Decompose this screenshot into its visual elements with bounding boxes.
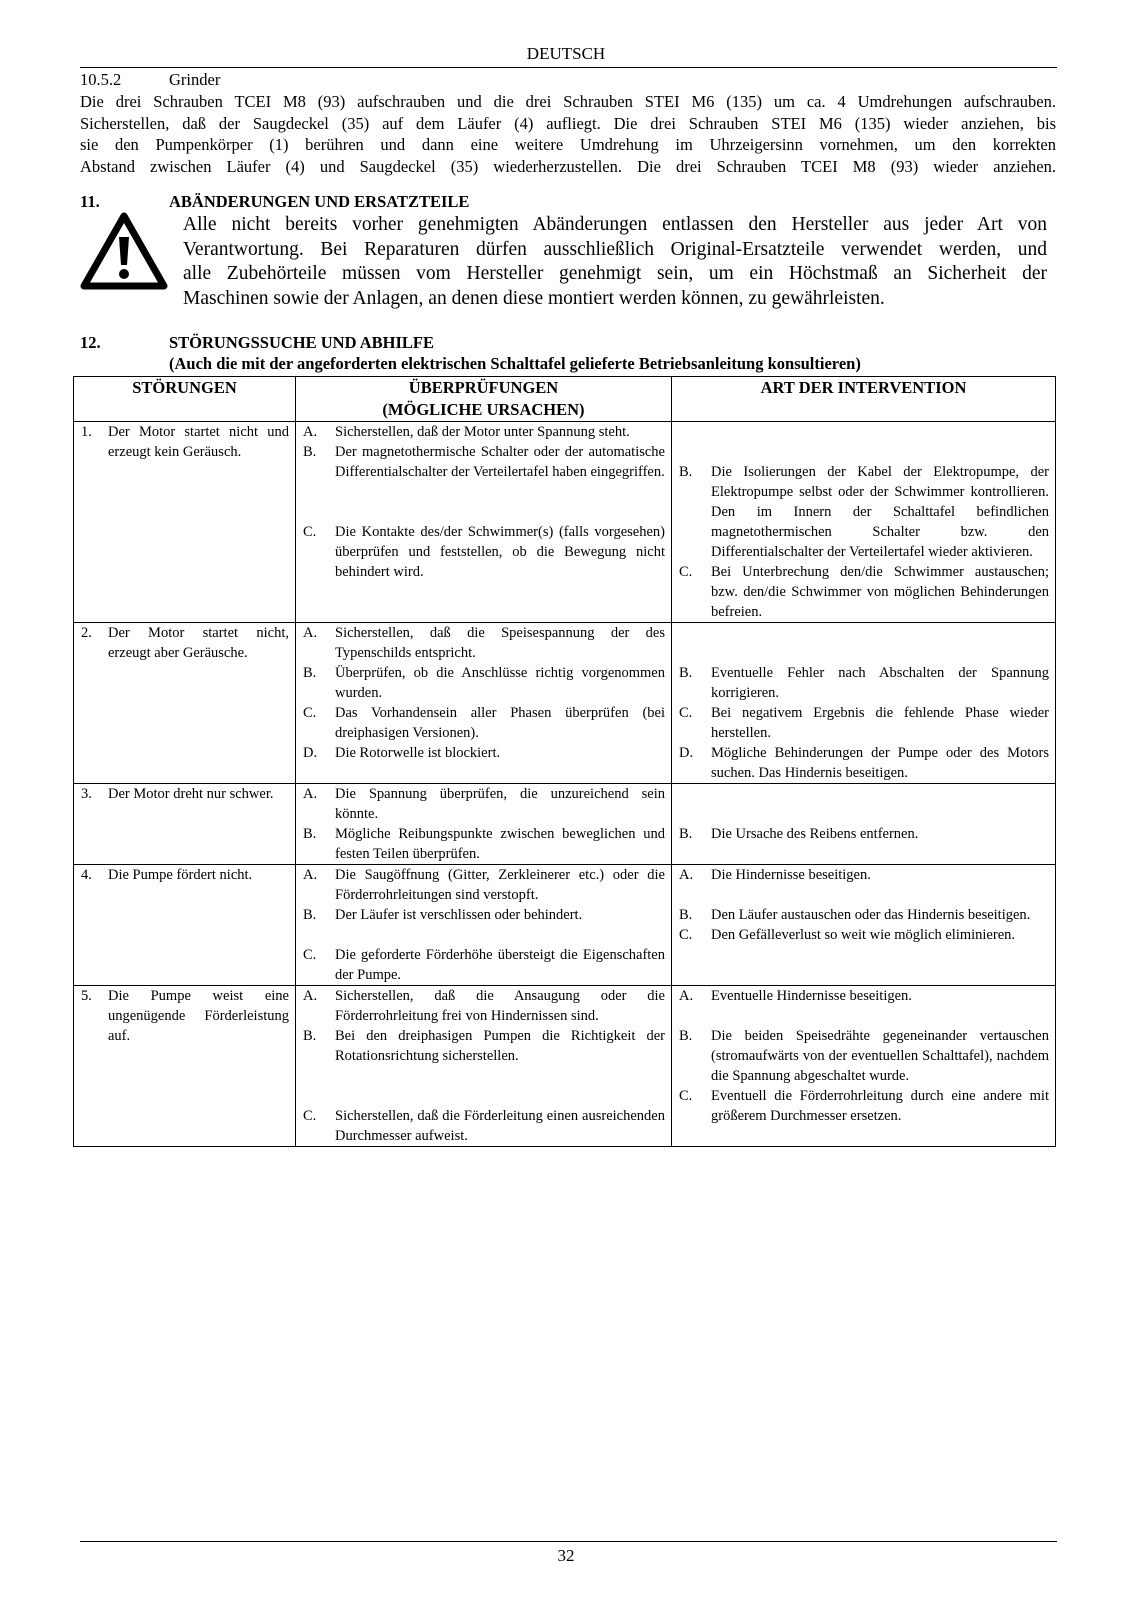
item-text: Die Isolierungen der Kabel der Elektropumpe, der Elektropumpe selbst oder der Schwimmer kontrollieren. Den im Innern der Schalttafel befindlichen magnetothermischen Schalter bzw. den Differentialschalter der Verteilertafel wieder aktivieren. <box>711 464 1049 560</box>
item-letter: A. <box>303 424 318 440</box>
fault-text: Der Motor dreht nur schwer. <box>108 786 274 802</box>
item-letter: B. <box>303 826 317 842</box>
header-rule <box>80 67 1057 68</box>
item-letter: A. <box>303 786 318 802</box>
item-letter: C. <box>303 1108 317 1124</box>
item-text: Die Rotorwelle ist blockiert. <box>335 745 501 761</box>
footer-rule <box>80 1541 1057 1542</box>
column-header-label: (MÖGLICHE URSACHEN) <box>382 400 585 419</box>
item-letter: C. <box>679 927 693 943</box>
intervention-cell <box>672 865 1056 986</box>
item-text: Mögliche Behinderungen der Pumpe oder des Motors suchen. Das Hindernis beseitigen. <box>711 745 1049 781</box>
section-12-subtitle: (Auch die mit der angeforderten elektrischen Schalttafel gelieferte Betriebsanleitung konsultieren) <box>169 354 861 373</box>
intervention-cell <box>672 422 1056 623</box>
item-text: Bei Unterbrechung den/die Schwimmer austauschen; bzw. den/die Schwimmer von möglichen Behinderungen befreien. <box>711 564 1049 620</box>
warning-line: alle Zubehörteile müssen vom Hersteller genehmigt sein, um ein Höchstmaß an Sicherheit der <box>183 263 1047 284</box>
item-letter: B. <box>679 1028 693 1044</box>
table-row <box>74 986 1056 1147</box>
item-text: Eventuelle Hindernisse beseitigen. <box>711 988 912 1004</box>
troubleshooting-table <box>73 376 1056 1147</box>
item-letter: B. <box>679 826 693 842</box>
warning-icon <box>80 212 168 292</box>
item-text: Die Kontakte des/der Schwimmer(s) (falls vorgesehen) überprüfen und feststellen, ob die Bewegung nicht behindert wird. <box>335 524 665 580</box>
column-header-label: ART DER INTERVENTION <box>760 378 967 397</box>
item-letter: D. <box>679 745 694 761</box>
item-text: Mögliche Reibungspunkte zwischen beweglichen und festen Teilen überprüfen. <box>335 826 665 862</box>
fault-text: Die Pumpe weist eine ungenügende Förderleistung auf. <box>108 988 289 1044</box>
check-cell <box>296 422 672 623</box>
fault-cell <box>74 422 296 623</box>
column-header-label: STÖRUNGEN <box>132 378 237 397</box>
item-text: Bei negativem Ergebnis die fehlende Phase wieder herstellen. <box>711 705 1049 741</box>
item-letter: A. <box>303 625 318 641</box>
item-text: Eventuell die Förderrohrleitung durch eine andere mit größerem Durchmesser ersetzen. <box>711 1088 1049 1124</box>
subsection-title: Grinder <box>169 70 221 89</box>
item-text: Die Ursache des Reibens entfernen. <box>711 826 919 842</box>
item-letter: B. <box>679 464 693 480</box>
item-letter: D. <box>303 745 318 761</box>
page-header: DEUTSCH <box>526 44 606 63</box>
item-letter: B. <box>679 907 693 923</box>
item-text: Die geforderte Förderhöhe übersteigt die Eigenschaften der Pumpe. <box>335 947 665 983</box>
item-text: Die Spannung überprüfen, die unzureichend sein könnte. <box>335 786 665 822</box>
fault-number: 3. <box>81 786 92 802</box>
item-text: Sicherstellen, daß die Förderleitung einen ausreichenden Durchmesser aufweist. <box>335 1108 665 1144</box>
table-row <box>74 623 1056 784</box>
fault-text: Die Pumpe fördert nicht. <box>108 867 253 883</box>
section-11-number: 11. <box>80 192 100 211</box>
intervention-cell <box>672 784 1056 865</box>
item-text: Sicherstellen, daß die Speisespannung der des Typenschilds entspricht. <box>335 625 665 661</box>
table-row <box>74 865 1056 986</box>
item-letter: C. <box>679 1088 693 1104</box>
intervention-cell <box>672 986 1056 1147</box>
item-text: Den Läufer austauschen oder das Hindernis beseitigen. <box>711 907 1031 923</box>
section-12-title: STÖRUNGSSUCHE UND ABHILFE <box>169 333 434 352</box>
item-letter: B. <box>303 444 317 460</box>
item-letter: A. <box>679 988 694 1004</box>
item-letter: A. <box>303 867 318 883</box>
fault-cell <box>74 784 296 865</box>
item-text: Der magnetothermische Schalter oder der automatische Differentialschalter der Verteilertafel haben eingegriffen. <box>335 444 665 480</box>
item-text: Die Saugöffnung (Gitter, Zerkleinerer etc.) oder die Förderrohrleitungen sind verstopft. <box>335 867 665 903</box>
warning-text <box>183 213 1047 311</box>
item-text: Bei den dreiphasigen Pumpen die Richtigkeit der Rotationsrichtung sicherstellen. <box>335 1028 665 1064</box>
item-letter: A. <box>679 867 694 883</box>
intervention-cell <box>672 623 1056 784</box>
fault-number: 1. <box>81 424 92 440</box>
paragraph-line: Abstand zwischen Läufer (4) und Saugdeckel (35) wiederherzustellen. Die drei Schrauben TCEI M8 (93) wieder anziehen. <box>80 156 1056 176</box>
fault-number: 2. <box>81 625 92 641</box>
check-cell <box>296 784 672 865</box>
item-letter: B. <box>303 907 317 923</box>
fault-text: Der Motor startet nicht, erzeugt aber Geräusche. <box>108 625 289 661</box>
item-text: Eventuelle Fehler nach Abschalten der Spannung korrigieren. <box>711 665 1049 701</box>
fault-cell <box>74 986 296 1147</box>
check-cell <box>296 623 672 784</box>
warning-line: Alle nicht bereits vorher genehmigten Abänderungen entlassen den Hersteller aus jeder Art von <box>183 214 1047 235</box>
item-text: Das Vorhandensein aller Phasen überprüfen (bei dreiphasigen Versionen). <box>335 705 665 741</box>
subsection-number: 10.5.2 <box>80 70 122 89</box>
item-text: Den Gefälleverlust so weit wie möglich eliminieren. <box>711 927 1016 943</box>
item-letter: C. <box>303 705 317 721</box>
item-text: Die Hindernisse beseitigen. <box>711 867 871 883</box>
fault-text: Der Motor startet nicht und erzeugt kein Geräusch. <box>108 424 289 460</box>
warning-line: Verantwortung. Bei Reparaturen dürfen ausschließlich Original-Ersatzteile verwendet werden, und <box>183 238 1047 260</box>
item-text: Sicherstellen, daß der Motor unter Spannung steht. <box>335 424 630 440</box>
column-header-faults <box>74 377 296 422</box>
item-text: Der Läufer ist verschlissen oder behindert. <box>335 907 583 923</box>
item-letter: B. <box>303 1028 317 1044</box>
item-letter: C. <box>303 947 317 963</box>
item-text: Sicherstellen, daß die Ansaugung oder die Förderrohrleitung frei von Hindernissen sind. <box>335 988 665 1024</box>
section-12-number: 12. <box>80 333 101 352</box>
fault-number: 4. <box>81 867 92 883</box>
warning-line: Maschinen sowie der Anlagen, an denen diese montiert werden können, zu gewährleisten. <box>183 287 885 309</box>
column-header-intervention <box>672 377 1056 422</box>
table-header-row <box>74 377 1056 422</box>
check-cell <box>296 865 672 986</box>
page-number: 32 <box>557 1546 575 1565</box>
fault-cell <box>74 623 296 784</box>
grinder-paragraph <box>80 91 1056 177</box>
column-header-checks <box>296 377 672 422</box>
item-letter: C. <box>679 705 693 721</box>
check-cell <box>296 986 672 1147</box>
item-letter: B. <box>679 665 693 681</box>
paragraph-line: Die drei Schrauben TCEI M8 (93) aufschrauben und die drei Schrauben STEI M6 (135) um ca. 4 Umdrehungen aufschrauben. <box>80 92 1056 111</box>
column-header-label: ÜBERPRÜFUNGEN <box>408 378 559 397</box>
fault-number: 5. <box>81 988 92 1004</box>
paragraph-line: Sicherstellen, daß der Saugdeckel (35) auf dem Läufer (4) aufliegt. Die drei Schrauben STEI M6 (135) wieder anziehen, bis <box>80 113 1056 133</box>
fault-cell <box>74 865 296 986</box>
item-letter: B. <box>303 665 317 681</box>
item-text: Überprüfen, ob die Anschlüsse richtig vorgenommen wurden. <box>335 665 665 701</box>
section-11-title: ABÄNDERUNGEN UND ERSATZTEILE <box>169 192 470 211</box>
table-row <box>74 784 1056 865</box>
table-row <box>74 422 1056 623</box>
item-letter: A. <box>303 988 318 1004</box>
item-letter: C. <box>303 524 317 540</box>
item-letter: C. <box>679 564 693 580</box>
paragraph-line: sie den Pumpenkörper (1) berühren und dann eine weitere Umdrehung im Uhrzeigersinn vornehmen, um den korrekten <box>80 135 1056 154</box>
item-text: Die beiden Speisedrähte gegeneinander vertauschen (stromaufwärts von der eventuellen Schalttafel), nachdem die Spannung abgeschaltet wurde. <box>711 1028 1049 1084</box>
